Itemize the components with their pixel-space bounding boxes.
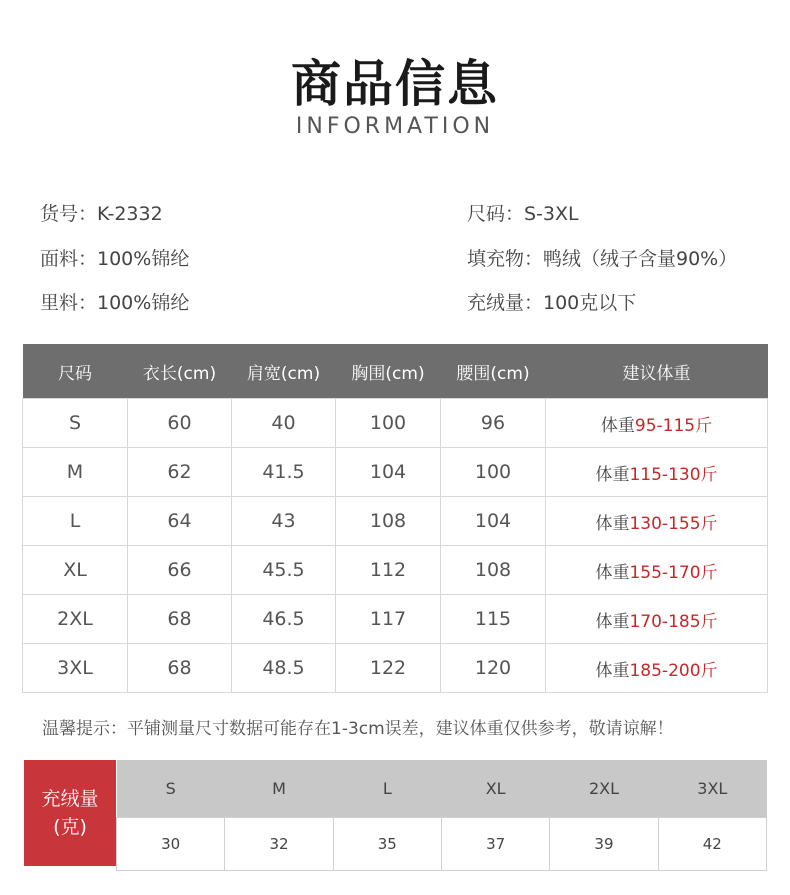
table-row [23,595,768,644]
fill-label-line1: 充绒量 [41,788,99,810]
cell-size: L [23,497,128,546]
cell-weight [546,497,768,546]
cell-length: 68 [128,644,232,693]
cell-size: 3XL [23,644,128,693]
cell-shoulder: 46.5 [232,595,336,644]
table-row [23,497,768,546]
fill-size: S [117,760,225,818]
weight-range: 130-155斤 [629,513,718,534]
cell-chest: 117 [336,595,441,644]
size-table [22,344,768,693]
fill-size: 2XL [550,760,658,818]
fill-grams: 42 [658,818,766,871]
info-item-no: 货号：K-2332 [40,203,163,225]
info-size-range: 尺码：S-3XL [467,203,579,225]
cell-waist: 108 [441,546,546,595]
info-filling: 填充物：鸭绒（绒子含量90%） [467,248,738,270]
weight-range: 95-115斤 [634,415,713,436]
fill-grams: 30 [117,818,225,871]
info-fabric: 面料：100%锦纶 [40,248,190,270]
fill-table-header [117,760,767,818]
fill-table-row [117,818,767,871]
cell-waist: 120 [441,644,546,693]
cell-shoulder: 45.5 [232,546,336,595]
fill-grams: 35 [333,818,441,871]
weight-range: 155-170斤 [629,562,718,583]
cell-shoulder: 48.5 [232,644,336,693]
cell-weight [546,644,768,693]
size-table-header [23,344,768,399]
table-row [23,546,768,595]
cell-shoulder: 40 [232,399,336,448]
cell-weight [546,595,768,644]
cell-weight [546,546,768,595]
cell-length: 68 [128,595,232,644]
cell-length: 60 [128,399,232,448]
weight-prefix: 体重 [595,562,630,583]
weight-prefix: 体重 [595,464,630,485]
page-title: 商品信息 [291,55,499,113]
cell-waist: 100 [441,448,546,497]
info-fill-amount: 充绒量：100克以下 [467,292,637,314]
header-waist: 腰围(cm) [441,344,546,399]
weight-range: 115-130斤 [629,464,718,485]
table-row [23,644,768,693]
weight-prefix: 体重 [595,611,630,632]
cell-weight [546,448,768,497]
cell-shoulder: 41.5 [232,448,336,497]
fill-amount-label [24,760,116,866]
cell-length: 64 [128,497,232,546]
header-shoulder: 肩宽(cm) [232,344,336,399]
header-size: 尺码 [23,344,128,399]
header-length: 衣长(cm) [128,344,232,399]
fill-grams: 32 [225,818,333,871]
weight-prefix: 体重 [595,513,630,534]
weight-range: 170-185斤 [629,611,718,632]
fill-table [116,760,767,871]
weight-prefix: 体重 [600,415,635,436]
table-row [23,399,768,448]
cell-chest: 100 [336,399,441,448]
cell-length: 66 [128,546,232,595]
cell-size: XL [23,546,128,595]
fill-grams: 37 [441,818,549,871]
header-chest: 胸围(cm) [336,344,441,399]
fill-size: M [225,760,333,818]
fill-size: XL [441,760,549,818]
cell-chest: 104 [336,448,441,497]
weight-prefix: 体重 [595,660,630,681]
cell-chest: 122 [336,644,441,693]
header-weight: 建议体重 [546,344,768,399]
measurement-tip: 温馨提示：平铺测量尺寸数据可能存在1-3cm误差，建议体重仅供参考，敬请谅解！ [42,719,674,739]
cell-weight [546,399,768,448]
cell-waist: 115 [441,595,546,644]
info-lining: 里料：100%锦纶 [40,292,190,314]
table-row [23,448,768,497]
fill-label-line2: (克) [53,816,87,838]
cell-size: M [23,448,128,497]
cell-size: S [23,399,128,448]
cell-size: 2XL [23,595,128,644]
weight-range: 185-200斤 [629,660,718,681]
fill-size: L [333,760,441,818]
cell-chest: 112 [336,546,441,595]
cell-length: 62 [128,448,232,497]
page-subtitle: INFORMATION [295,114,495,139]
cell-waist: 96 [441,399,546,448]
fill-size: 3XL [658,760,766,818]
fill-grams: 39 [550,818,658,871]
cell-waist: 104 [441,497,546,546]
cell-shoulder: 43 [232,497,336,546]
cell-chest: 108 [336,497,441,546]
